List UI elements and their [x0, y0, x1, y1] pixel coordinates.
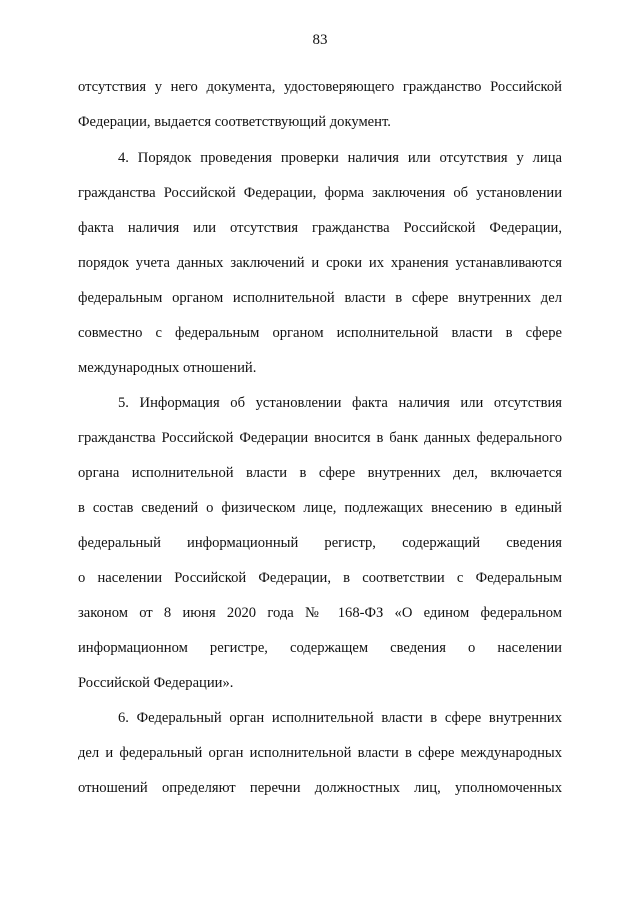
- text-line: дел и федеральный орган исполнительной власти в сфере международных: [78, 745, 562, 761]
- paragraph-4-start: 4. Порядок проведения проверки наличия или отсутствия у лица: [118, 150, 562, 166]
- paragraph-5-start: 5. Информация об установлении факта наличия или отсутствия: [118, 395, 562, 411]
- text-line: факта наличия или отсутствия гражданства Российской Федерации,: [78, 220, 562, 236]
- text-line: совместно с федеральным органом исполнительной власти в сфере: [78, 325, 562, 341]
- text-line: порядок учета данных заключений и сроки их хранения устанавливаются: [78, 255, 562, 271]
- text-line: Российской Федерации».: [78, 675, 234, 691]
- text-line: федеральным органом исполнительной власти в сфере внутренних дел: [78, 290, 562, 306]
- text-line: о населении Российской Федерации, в соответствии с Федеральным: [78, 570, 562, 586]
- text-line: в состав сведений о физическом лице, подлежащих внесению в единый: [78, 500, 562, 516]
- text-line: гражданства Российской Федерации вносится в банк данных федерального: [78, 430, 562, 446]
- text-line: отношений определяют перечни должностных лиц, уполномоченных: [78, 780, 562, 796]
- text-line: федеральный информационный регистр, содержащий сведения: [78, 535, 562, 551]
- text-line: гражданства Российской Федерации, форма заключения об установлении: [78, 185, 562, 201]
- text-line: отсутствия у него документа, удостоверяющего гражданство Российской: [78, 79, 562, 95]
- page-number: 83: [312, 32, 328, 48]
- text-line: Федерации, выдается соответствующий документ.: [78, 114, 391, 130]
- paragraph-6-start: 6. Федеральный орган исполнительной власти в сфере внутренних: [118, 710, 562, 726]
- text-line: международных отношений.: [78, 360, 257, 376]
- text-line: информационном регистре, содержащем сведения о населении: [78, 640, 562, 656]
- text-line: органа исполнительной власти в сфере внутренних дел, включается: [78, 465, 562, 481]
- text-line: законом от 8 июня 2020 года № 168-ФЗ «О едином федеральном: [78, 605, 562, 621]
